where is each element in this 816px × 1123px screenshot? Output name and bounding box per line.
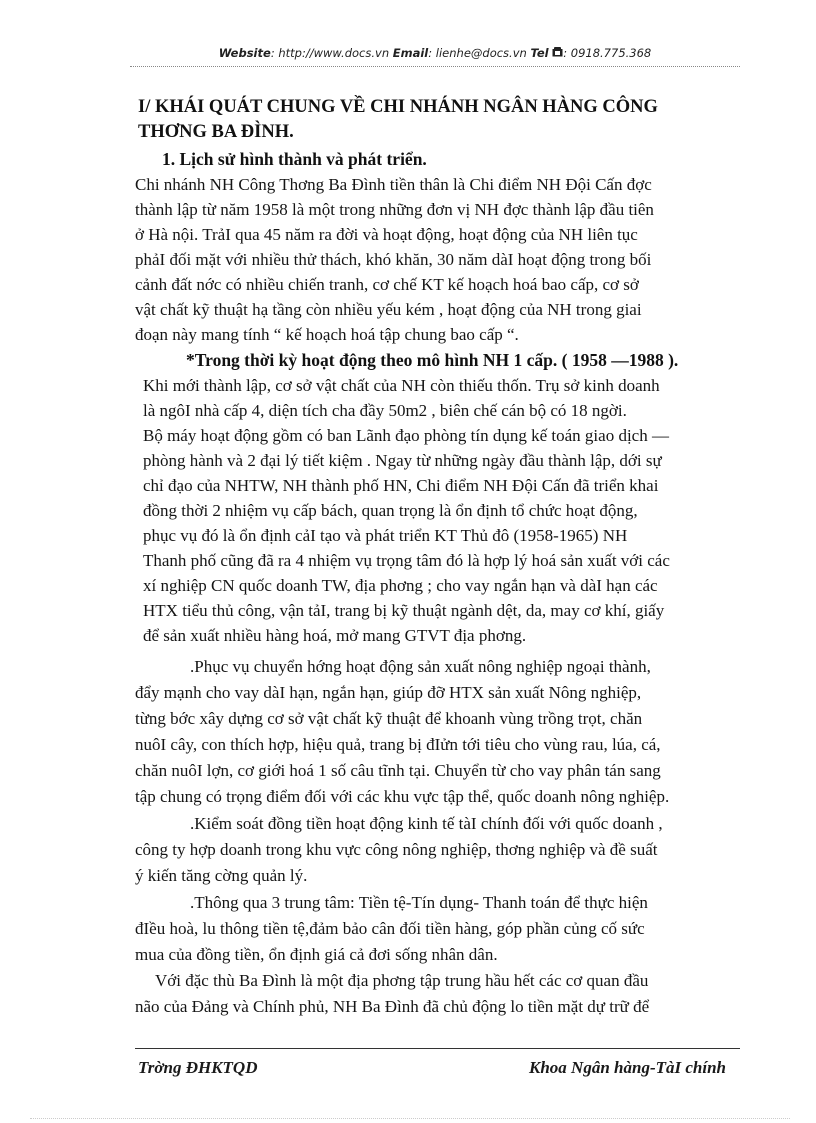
paragraph-line: đẩy mạnh cho vay dàI hạn, ngắn hạn, giúp đỡ HTX sản xuất Nông nghiệp, [135, 683, 642, 702]
website-value: : http://www.docs.vn [270, 46, 390, 60]
page-bottom-border [30, 1118, 790, 1119]
paragraph-line: chỉ đạo của NHTW, NH thành phố HN, Chi điểm NH Đội Cấn đã triển khai [143, 476, 659, 495]
email-label: Email [392, 46, 429, 60]
paragraph-line: phảI đối mặt với nhiều thử thách, khó khăn, 30 năm dàI hoạt động trong bối [135, 250, 652, 269]
paragraph-line: .Thông qua 3 trung tâm: Tiền tệ-Tín dụng- Thanh toán để thực hiện [190, 893, 648, 912]
paragraph-line: đồng thời 2 nhiệm vụ cấp bách, quan trọng là ổn định tổ chức hoạt động, [143, 501, 638, 520]
paragraph-line: ở Hà nội. TrảI qua 45 năm ra đời và hoạt động, hoạt động của NH liên tục [135, 225, 638, 244]
paragraph-line: công ty hợp doanh trong khu vực công nông nghiệp, thơng nghiệp và đề suất [135, 840, 658, 859]
paragraph-line: xí nghiệp CN quốc doanh TW, địa phơng ; cho vay ngắn hạn và dàI hạn các [143, 576, 658, 595]
paragraph-line: vật chất kỹ thuật hạ tầng còn nhiều yếu kém , hoạt động của NH trong giai [135, 300, 642, 319]
paragraph-line: thành lập từ năm 1958 là một trong những đơn vị NH đợc thành lập đầu tiên [135, 200, 654, 219]
paragraph-line: .Kiểm soát đồng tiền hoạt động kinh tế tàI chính đối với quốc doanh , [190, 814, 663, 833]
paragraph-line: ý kiến tăng cờng quản lý. [135, 866, 308, 885]
email-value: : lienhe@docs.vn [428, 46, 527, 60]
paragraph-line: nuôI cây, con thích hợp, hiệu quả, trang bị đIửn tới tiêu cho vùng rau, lúa, cá, [135, 735, 661, 754]
paragraph-line: não của Đảng và Chính phủ, NH Ba Đình đã chủ động lo tiền mặt dự trữ để [135, 997, 650, 1016]
paragraph-line: Bộ máy hoạt động gồm có ban Lãnh đạo phòng tín dụng kế toán giao dịch — [143, 426, 669, 445]
paragraph-line: tập chung có trọng điểm đối với các khu vực tập thể, quốc doanh nông nghiệp. [135, 787, 670, 806]
page-header [130, 46, 740, 60]
website-label: Website [218, 46, 271, 60]
tel-label: Tel [530, 46, 549, 60]
paragraph-line: để sản xuất nhiều hàng hoá, mở mang GTVT địa phơng. [143, 626, 527, 645]
paragraph-line: HTX tiểu thủ công, vận tảI, trang bị kỹ thuật ngành dệt, da, may cơ khí, giấy [143, 601, 665, 620]
footer-divider [135, 1048, 740, 1049]
footer-faculty: Khoa Ngân hàng-TàI chính [529, 1058, 726, 1077]
tel-value: : 0918.775.368 [563, 46, 652, 60]
paragraph-line: Chi nhánh NH Công Thơng Ba Đình tiền thân là Chi điểm NH Đội Cấn đợc [135, 175, 652, 194]
paragraph-line: mua của đồng tiền, ổn định giá cả đơi sống nhân dân. [135, 945, 498, 964]
paragraph-line: .Phục vụ chuyển hớng hoạt động sản xuất nông nghiệp ngoại thành, [190, 657, 651, 676]
paragraph-line: Khi mới thành lập, cơ sở vật chất của NH còn thiếu thốn. Trụ sở kinh doanh [143, 376, 660, 395]
paragraph-line: là ngôI nhà cấp 4, diện tích cha đầy 50m2 , biên chế cán bộ có 18 ngời. [143, 401, 627, 420]
main-heading-line-2: THƠNG BA ĐÌNH. [138, 122, 294, 142]
paragraph-line: phòng hành và 2 đại lý tiết kiệm . Ngay từ những ngày đầu thành lập, dới sự [143, 451, 662, 470]
section-title: 1. Lịch sử hình thành và phát triển. [162, 149, 427, 169]
paragraph-line: từng bớc xây dựng cơ sở vật chất kỹ thuật để khoanh vùng trồng trọt, chăn [135, 709, 643, 728]
header-divider [130, 66, 740, 67]
paragraph-line: chăn nuôI lợn, cơ giới hoá 1 số câu tĩnh tại. Chuyển từ cho vay phân tán sang [135, 761, 661, 780]
footer-school: Trờng ĐHKTQD [138, 1058, 258, 1077]
phone-icon [552, 46, 563, 60]
paragraph-line: đIều hoà, lu thông tiền tệ,đảm bảo cân đối tiền hàng, góp phần củng cố sức [135, 919, 645, 938]
main-heading-line-1: I/ KHÁI QUÁT CHUNG VỀ CHI NHÁNH NGÂN HÀNG CÔNG [138, 97, 658, 117]
paragraph-line: Thanh phố cũng đã ra 4 nhiệm vụ trọng tâm đó là hợp lý hoá sản xuất với các [143, 551, 670, 570]
paragraph-line: Với đặc thù Ba Đình là một địa phơng tập trung hầu hết các cơ quan đầu [155, 971, 649, 990]
paragraph-line: cảnh đất nớc có nhiều chiến tranh, cơ chế KT kế hoạch hoá bao cấp, cơ sở [135, 275, 639, 294]
paragraph-line: phục vụ đó là ổn định cảI tạo và phát triển KT Thủ đô (1958-1965) NH [143, 526, 628, 545]
period-title: *Trong thời kỳ hoạt động theo mô hình NH 1 cấp. ( 1958 —1988 ). [186, 350, 679, 370]
paragraph-line: đoạn này mang tính “ kế hoạch hoá tập chung bao cấp “. [135, 325, 519, 344]
